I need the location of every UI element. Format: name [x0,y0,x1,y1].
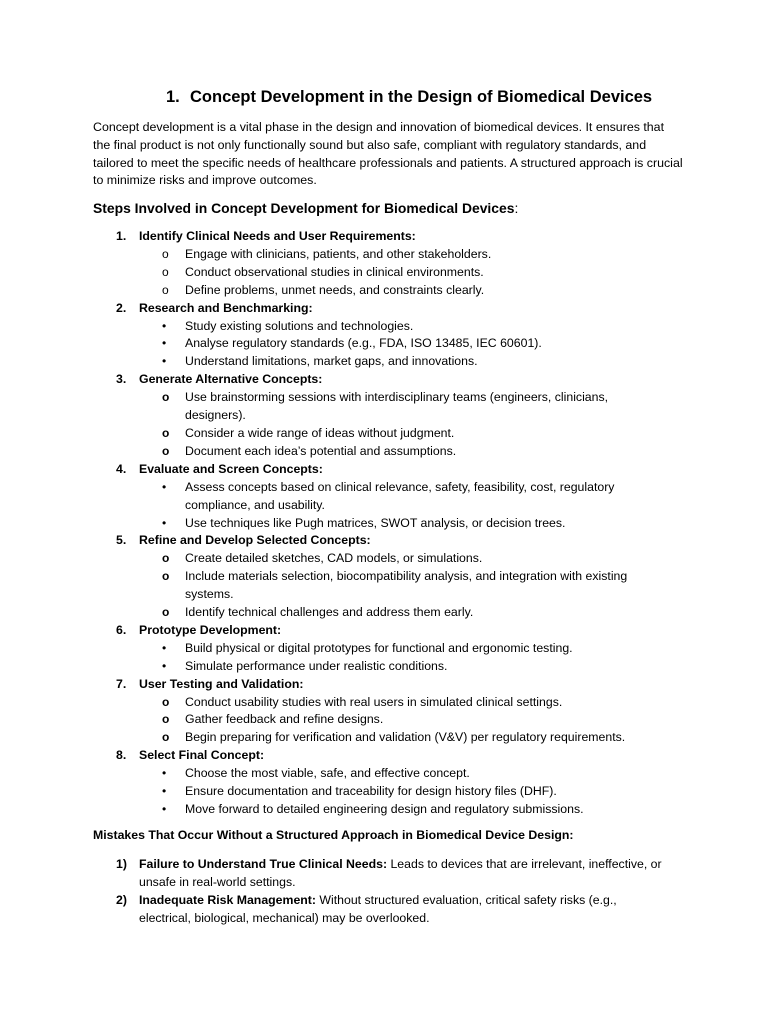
dot-bullet-icon: • [162,479,167,494]
circle-bullet-icon: o [162,605,170,620]
step-item [0,371,768,461]
dot-bullet-icon: • [162,640,167,655]
dot-bullet-icon: • [162,515,167,530]
step-subitem-text: Build physical or digital prototypes for functional and ergonomic testing. [185,640,573,655]
step-subitem-text: Conduct observational studies in clinical environments. [185,264,484,279]
step-heading [0,228,768,246]
step-title: Prototype Development: [139,622,282,637]
step-item [0,532,768,622]
step-item [0,228,768,300]
steps-heading [93,200,518,216]
step-subitem [0,264,660,282]
step-subitem [0,604,660,622]
dot-bullet-icon: • [162,658,167,673]
circle-bullet-icon: o [162,730,170,745]
step-subitem [0,658,660,676]
circle-bullet-icon: o [162,694,170,709]
step-item [0,461,768,533]
step-subitem [0,765,660,783]
step-subitem [0,711,660,729]
step-subitem-text: Identify technical challenges and address them early. [185,605,474,620]
mistake-text: Leads to devices that are irrelevant, ineffective, or unsafe in real-world settings. [139,857,662,889]
dot-bullet-icon: • [162,766,167,781]
step-item [0,747,768,819]
step-heading [0,371,768,389]
step-subitem-text: Study existing solutions and technologies. [185,318,414,333]
title-number: 1. [166,88,180,106]
step-item [0,300,768,372]
step-subitem [0,318,660,336]
circle-bullet-icon: o [162,443,170,458]
circle-bullet-icon: o [162,712,170,727]
step-subitem [0,729,660,747]
dot-bullet-icon: • [162,318,167,333]
step-subitem-text: Document each idea’s potential and assumptions. [185,443,457,458]
step-heading [0,300,768,318]
step-title: Generate Alternative Concepts: [139,372,323,387]
step-title: User Testing and Validation: [139,676,304,691]
steps-list [0,228,768,819]
step-subitem-text: Analyse regulatory standards (e.g., FDA, ISO 13485, IEC 60601). [185,336,542,351]
steps-heading-colon: : [514,200,519,216]
step-number: 1. [116,229,127,243]
step-subitem-text: Define problems, unmet needs, and constraints clearly. [185,282,485,297]
mistake-text: Without structured evaluation, critical safety risks (e.g., electrical, biological, mechanical) may be overlooked. [139,893,617,925]
step-heading [0,461,768,479]
mistakes-list [0,855,768,927]
step-subitem [0,425,660,443]
steps-heading-text: Steps Involved in Concept Development for Biomedical Devices [93,200,515,216]
mistake-item [0,855,664,891]
circle-bullet-icon: o [162,551,170,566]
step-subitem-text: Conduct usability studies with real users in simulated clinical settings. [185,694,563,709]
circle-bullet-icon: o [162,569,170,584]
step-title: Evaluate and Screen Concepts: [139,461,323,476]
step-number: 2. [116,300,127,315]
step-subitem [0,783,660,801]
step-heading [0,532,768,550]
step-number: 4. [116,461,127,476]
dot-bullet-icon: • [162,784,167,799]
step-subitem-text: Ensure documentation and traceability for design history files (DHF). [185,784,557,799]
circle-bullet-icon: o [162,264,169,279]
step-subitem [0,515,660,533]
step-subitem [0,246,660,264]
step-item [0,622,768,676]
mistake-title: Inadequate Risk Management: [139,893,316,907]
step-title: Identify Clinical Needs and User Requirements: [139,229,416,243]
step-subitem-text: Assess concepts based on clinical relevance, safety, feasibility, cost, regulatory compliance, and usability. [185,479,615,512]
step-subitem [0,282,660,300]
step-subitem-text: Engage with clinicians, patients, and other stakeholders. [185,246,492,261]
circle-bullet-icon: o [162,390,170,405]
step-item [0,676,768,748]
step-subitem-text: Gather feedback and refine designs. [185,712,384,727]
title-text: Concept Development in the Design of Biomedical Devices [190,88,653,106]
step-subitem [0,550,660,568]
step-subitem [0,335,660,353]
step-number: 5. [116,533,127,548]
step-subitem-text: Begin preparing for verification and validation (V&V) per regulatory requirements. [185,730,626,745]
mistake-item [0,891,664,927]
step-subitem [0,801,660,819]
step-title: Research and Benchmarking: [139,300,313,315]
step-number: 3. [116,372,127,387]
step-subitem [0,568,660,604]
circle-bullet-icon: o [162,425,170,440]
step-title: Refine and Develop Selected Concepts: [139,533,371,548]
dot-bullet-icon: • [162,354,167,369]
step-subitem [0,389,660,425]
mistake-number: 2) [116,893,127,907]
step-subitem-text: Understand limitations, market gaps, and innovations. [185,354,478,369]
mistakes-heading: Mistakes That Occur Without a Structured Approach in Biomedical Device Design: [93,828,574,842]
step-subitem-text: Move forward to detailed engineering design and regulatory submissions. [185,802,584,816]
step-subitem-text: Use brainstorming sessions with interdisciplinary teams (engineers, clinicians, designers). [185,390,609,423]
step-number: 6. [116,622,127,637]
step-subitem [0,694,660,712]
step-title: Select Final Concept: [139,748,265,763]
step-number: 8. [116,748,127,763]
step-subitem-text: Use techniques like Pugh matrices, SWOT analysis, or decision trees. [185,515,566,530]
step-number: 7. [116,676,127,691]
mistake-title: Failure to Understand True Clinical Needs: [139,857,388,871]
step-subitem [0,479,660,515]
intro-paragraph: Concept development is a vital phase in the design and innovation of biomedical devices. It ensures that the final product is not only functionally sound but also safe, compliant with regulatory standards, and tailored to meet the specific needs of healthcare professionals and patients. A structured approach is crucial to minimize risks and improve outcomes. [93,120,683,188]
circle-bullet-icon: o [162,282,169,297]
mistake-number: 1) [116,857,127,871]
step-subitem-text: Create detailed sketches, CAD models, or simulations. [185,551,483,566]
step-heading [0,622,768,640]
step-subitem-text: Choose the most viable, safe, and effective concept. [185,766,470,781]
step-subitem [0,443,660,461]
circle-bullet-icon: o [162,246,169,261]
dot-bullet-icon: • [162,336,167,351]
step-subitem-text: Simulate performance under realistic conditions. [185,658,448,673]
step-heading [0,747,768,765]
dot-bullet-icon: • [162,802,167,816]
page-title [166,88,652,107]
step-subitem-text: Include materials selection, biocompatibility analysis, and integration with existing systems. [185,569,628,602]
step-subitem [0,353,660,371]
step-subitem-text: Consider a wide range of ideas without judgment. [185,425,455,440]
step-subitem [0,640,660,658]
step-heading [0,676,768,694]
